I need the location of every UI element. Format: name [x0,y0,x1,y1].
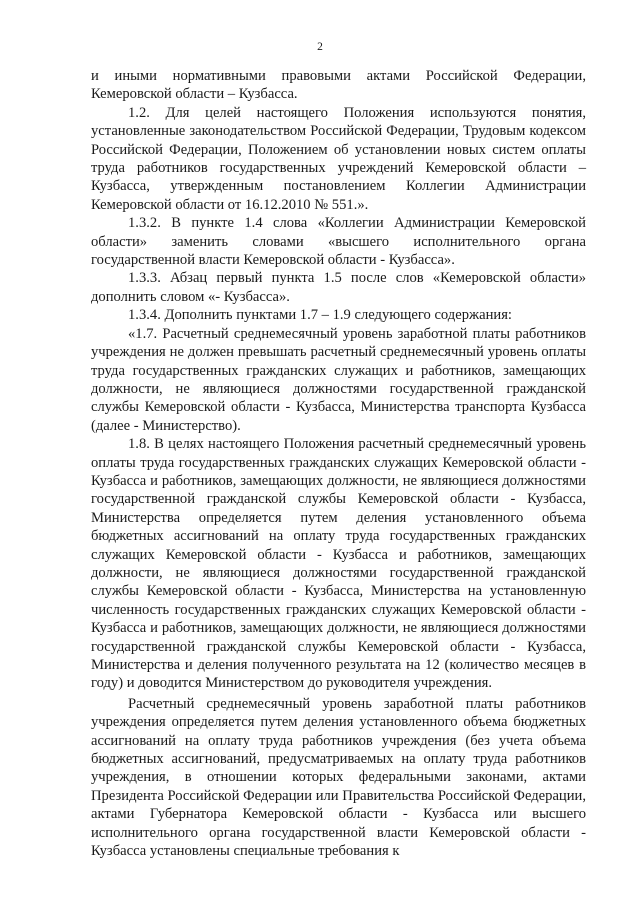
paragraph-1-8: 1.8. В целях настоящего Положения расчетный среднемесячный уровень оплаты труда государственных гражданских служащих Кемеровской области - Кузбасса и работников, замещающих должности, не являющиеся должностями государственной гражданской службы Кемеровской области - Кузбасса, Министерства определяется путем деления установленного объема бюджетных ассигнований на оплату труда государственных гражданских служащих Кемеровской области - Кузбасса и работников, замещающих должности, не являющиеся должностями государственной гражданской службы Кемеровской области - Кузбасса, Министерства на установленную численность государственных гражданских служащих Кемеровской области - Кузбасса и работников, замещающих должности, не являющиеся должностями государственной гражданской службы Кемеровской области - Кузбасса, Министерства и деления полученного результата на 12 (количество месяцев в году) и доводится Министерством до руководителя учреждения. [91,436,586,692]
paragraph-1-2: 1.2. Для целей настоящего Положения используются понятия, установленные законодательством Российской Федерации, Трудовым кодексом Российской Федерации, Положением об установлении новых систем оплаты труда работников государственных учреждений Кемеровской области – Кузбасса, утвержденным постановлением Коллегии Администрации Кемеровской области от 16.12.2010 № 551.». [91,104,586,213]
document-body [91,67,586,860]
paragraph-1-8-second: Расчетный среднемесячный уровень заработной платы работников учреждения определяется путем деления установленного объема бюджетных ассигнований на оплату труда работников учреждения (без учета объема бюджетных ассигнований, предусматриваемых на оплату труда работников учреждения, в отношении которых федеральными законами, актами Президента Российской Федерации или Правительства Российской Федерации, актами Губернатора Кемеровской области - Кузбасса или высшего исполнительного органа государственной власти Кемеровской области - Кузбасса установлены специальные требования к [91,695,586,860]
page-number: 2 [317,41,323,53]
paragraph-1-7: «1.7. Расчетный среднемесячный уровень заработной платы работников учреждения не должен превышать расчетный среднемесячный уровень оплаты труда государственных гражданских служащих и работников, замещающих должности, не являющиеся должностями государственной гражданской службы Кемеровской области - Кузбасса, Министерства транспорта Кузбасса (далее - Министерство). [91,325,586,434]
paragraph-1-3-4: 1.3.4. Дополнить пунктами 1.7 – 1.9 следующего содержания: [128,307,512,324]
paragraph-continuation: и иными нормативными правовыми актами Российской Федерации, Кемеровской области – Кузбасса. [91,68,586,103]
paragraph-1-3-3: 1.3.3. Абзац первый пункта 1.5 после слов «Кемеровской области» дополнить словом «- Кузбасса». [91,270,586,305]
paragraph-1-3-2: 1.3.2. В пункте 1.4 слова «Коллегии Администрации Кемеровской области» заменить словами «высшего исполнительного органа государственной власти Кемеровской области - Кузбасса». [91,215,586,269]
